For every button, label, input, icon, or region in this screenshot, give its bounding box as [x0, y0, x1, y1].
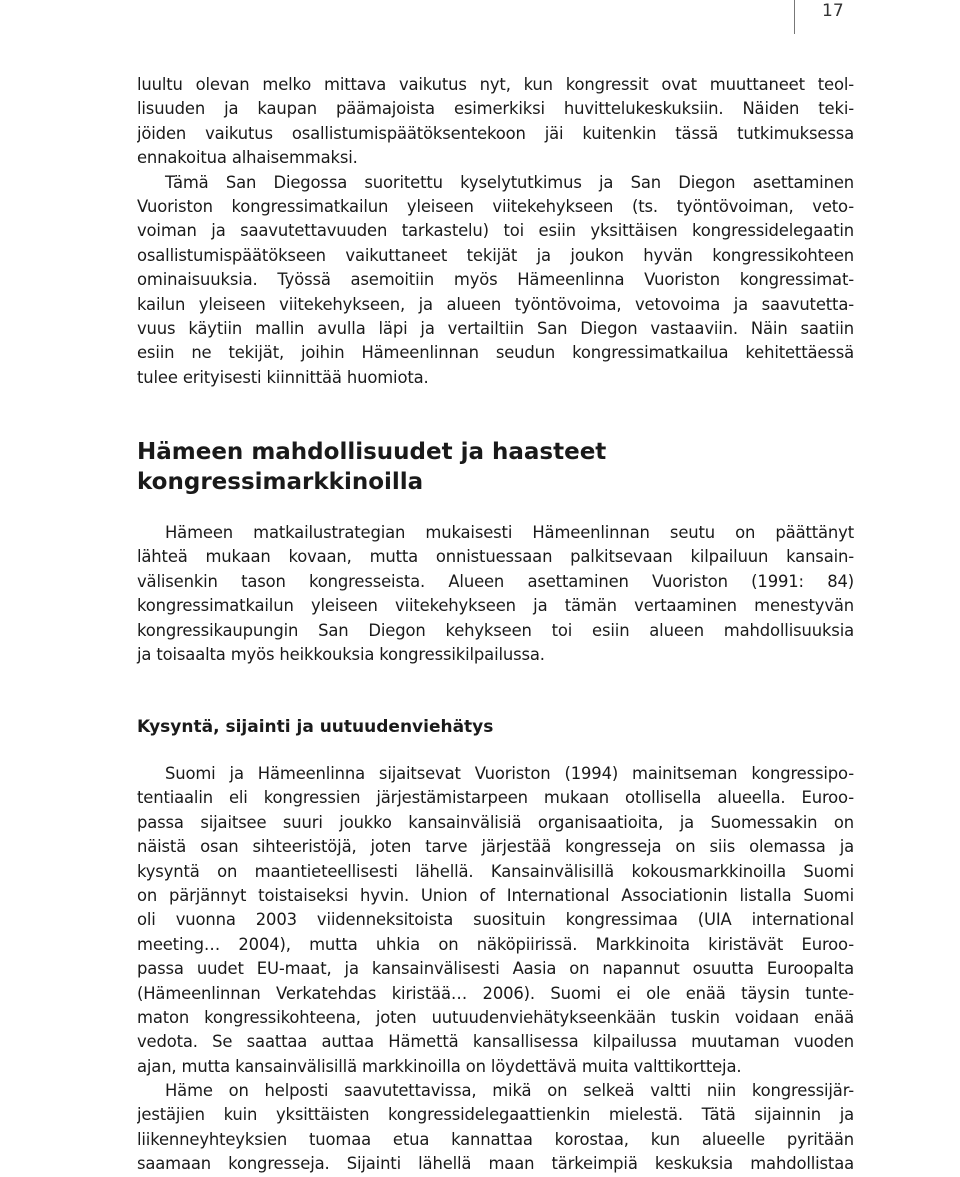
text-line: ajan, mutta kansainvälisillä markkinoilla on löydettävä muita valttikortteja.: [137, 1056, 742, 1076]
text-line: passa uudet EU-maat, ja kansainvälisesti Aasia on napannut osuutta Euroopalta: [137, 959, 854, 979]
text-line: tulee erityisesti kiinnittää huomiota.: [137, 367, 429, 387]
text-line: kongressimatkailun yleiseen viitekehykseen ja tämän vertaaminen menestyvän: [137, 596, 854, 616]
text-line: kongressikaupungin San Diegon kehykseen toi esiin alueen mahdollisuuksia: [137, 620, 854, 640]
text-line: lisuuden ja kaupan päämajoista esimerkiksi huvittelukeskuksiin. Näiden teki-: [137, 99, 854, 119]
text-line: saamaan kongresseja. Sijainti lähellä maan tärkeimpiä keskuksia mahdollistaa: [137, 1154, 854, 1174]
subsection-heading: Kysyntä, sijainti ja uutuudenviehätys: [137, 717, 494, 737]
text-line: jöiden vaikutus osallistumispäätöksentekoon jäi kuitenkin tässä tutkimuksessa: [137, 123, 854, 143]
text-line: on pärjännyt toistaiseksi hyvin. Union of International Associationin listalla Suomi: [137, 885, 854, 905]
section-heading: [137, 437, 606, 497]
subsection-paragraph-1: [137, 762, 854, 1079]
section-heading-line-2: kongressimarkkinoilla: [137, 469, 424, 495]
page-number: 17: [822, 1, 844, 21]
text-line: Vuoriston kongressimatkailun yleiseen viitekehykseen (ts. työntövoiman, veto-: [137, 196, 854, 216]
text-line: osallistumispäätökseen vaikuttaneet tekijät ja joukon hyvän kongressikohteen: [137, 245, 854, 265]
text-line: ominaisuuksia. Työssä asemoitiin myös Hämeenlinna Vuoriston kongressimat-: [137, 270, 854, 290]
text-line: Tämä San Diegossa suoritettu kyselytutkimus ja San Diegon asettaminen: [165, 172, 854, 192]
text-line: ennakoitua alhaisemmaksi.: [137, 148, 358, 168]
text-line: Häme on helposti saavutettavissa, mikä on selkeä valtti niin kongressijär-: [165, 1081, 854, 1100]
text-line: (Hämeenlinnan Verkatehdas kiristää… 2006). Suomi ei ole enää täysin tunte-: [137, 983, 854, 1003]
text-line: esiin ne tekijät, joihin Hämeenlinnan seudun kongressimatkailua kehitettäessä: [137, 343, 854, 363]
text-line: jestäjien kuin yksittäisten kongressidelegaattienkin mielestä. Tätä sijainnin ja: [137, 1105, 854, 1125]
text-line: Hämeen matkailustrategian mukaisesti Hämeenlinnan seutu on päättänyt: [165, 523, 854, 542]
text-line: liikenneyhteyksien tuomaa etua kannattaa korostaa, kun alueelle pyritään: [137, 1129, 854, 1149]
text-line: meeting… 2004), mutta uhkia on näköpiirissä. Markkinoita kiristävät Euroo-: [137, 934, 854, 954]
text-line: lähteä mukaan kovaan, mutta onnistuessaan palkitsevaan kilpailuun kansain-: [137, 547, 854, 567]
text-line: maton kongressikohteena, joten uutuudenviehätykseenkään tuskin voidaan enää: [137, 1007, 854, 1027]
text-line: voiman ja saavutettavuuden tarkastelu) toi esiin yksittäisen kongressidelegaatin: [137, 221, 854, 241]
text-line: kysyntä on maantieteellisesti lähellä. Kansainvälisillä kokousmarkkinoilla Suomi: [137, 861, 854, 881]
text-line: näistä osan sihteeristöjä, joten tarve järjestää kongresseja on siis olemassa ja: [137, 837, 854, 857]
section-heading-line-1: Hämeen mahdollisuudet ja haasteet: [137, 439, 607, 465]
subsection-paragraph-2: [137, 1079, 854, 1177]
text-line: Suomi ja Hämeenlinna sijaitsevat Vuoriston (1994) mainitseman kongressipo-: [165, 764, 854, 783]
section-paragraph-1: [137, 521, 854, 667]
text-line: oli vuonna 2003 viidenneksitoista suosituin kongressimaa (UIA international: [137, 910, 854, 930]
text-line: ja toisaalta myös heikkouksia kongressikilpailussa.: [137, 644, 545, 664]
text-line: välisenkin tason kongresseista. Alueen asettaminen Vuoriston (1991: 84): [137, 571, 854, 591]
text-line: vedota. Se saattaa auttaa Hämettä kansallisessa kilpailussa muutaman vuoden: [137, 1032, 854, 1052]
text-line: tentiaalin eli kongressien järjestämistarpeen mukaan otollisella alueella. Euroo-: [137, 788, 854, 808]
text-line: luultu olevan melko mittava vaikutus nyt, kun kongressit ovat muuttaneet teol-: [137, 75, 854, 94]
text-line: kailun yleiseen viitekehykseen, ja alueen työntövoima, vetovoima ja saavutetta-: [137, 294, 854, 314]
text-line: passa sijaitsee suuri joukko kansainvälisiä organisaatioita, ja Suomessakin on: [137, 812, 854, 832]
intro-paragraph-1: [137, 73, 854, 171]
intro-paragraph-2: [137, 171, 854, 391]
page-number-rule: [794, 0, 795, 34]
text-line: vuus käytiin mallin avulla läpi ja vertailtiin San Diegon vastaaviin. Näin saatiin: [137, 318, 854, 338]
